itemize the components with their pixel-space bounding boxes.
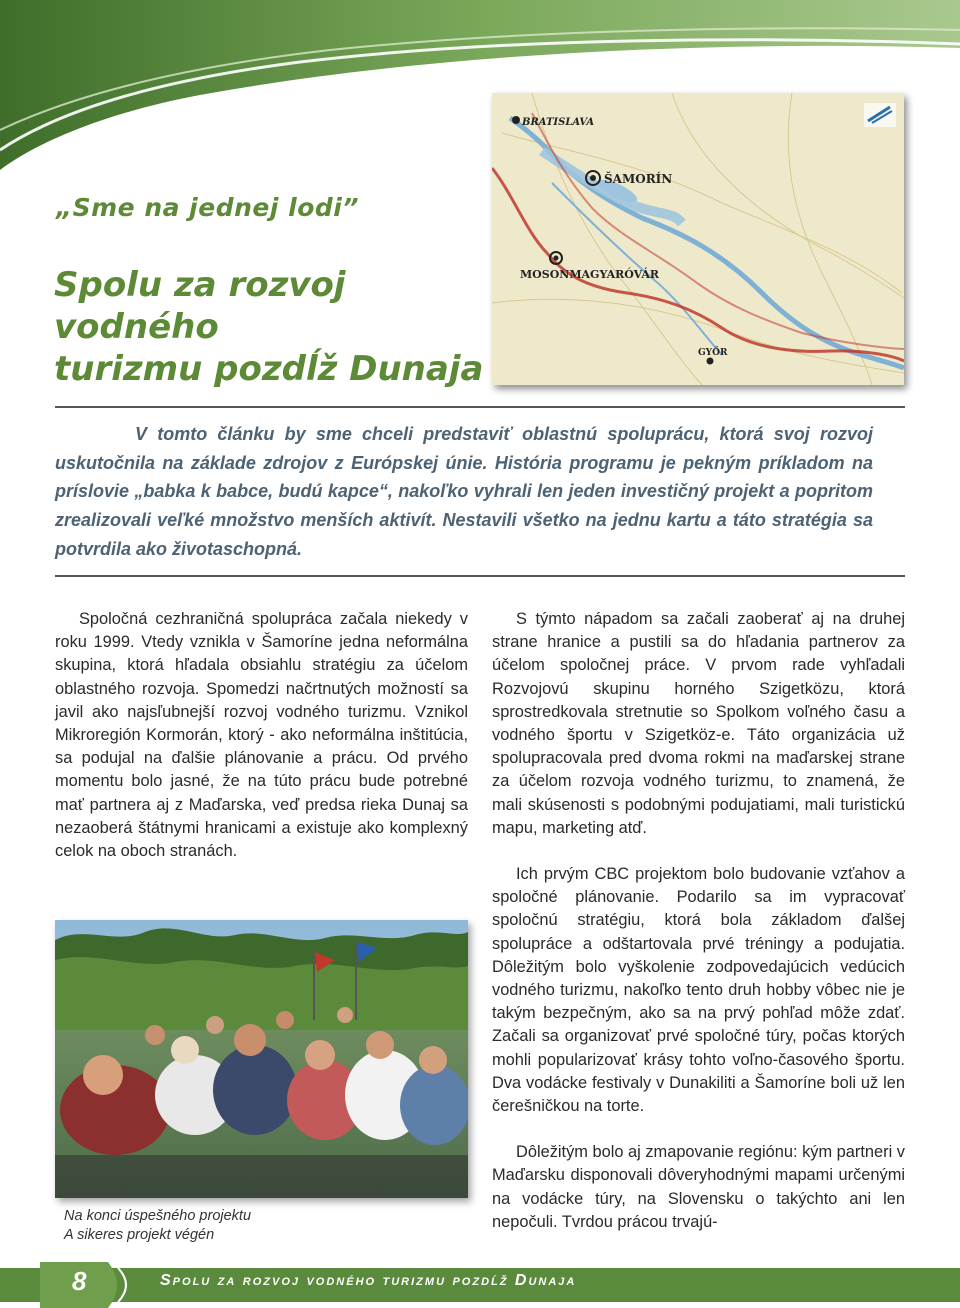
boat-trip-photo: [55, 920, 468, 1198]
right-column: [492, 608, 905, 1234]
photo-caption-line-2: A sikeres projekt végén: [64, 1227, 215, 1243]
right-paragraph-1: S týmto nápadom sa začali zaoberať aj na druhej strane hranice a pustili sa do hľadania partnerov za účelom spoločnej práce. V prvom rade vyhľadali Rozvojovú skupinu horného Szigetközu, ktorá sprostredkovala stretnutie so Spolkom voľného času a vodného športu v Szigetköz-e. Táto organizácia už spolupracovala pred dvoma rokmi na maďarskej strane za účelom rozvoja vodného turizmu, to znamená, že mali skúsenosti s podobnými podujatiami, mali turistickú mapu, marketing atď.: [492, 610, 905, 837]
photo-caption-line-1: Na konci úspešného projektu: [64, 1208, 252, 1224]
boat-trip-image: [55, 920, 468, 1198]
map-graphic: [492, 93, 904, 385]
running-footer-title: Spolu za rozvoj vodného turizmu pozdĺž Dunaja: [160, 1272, 577, 1289]
intro-top-rule: [55, 406, 905, 408]
photo-caption: [64, 1207, 251, 1245]
right-paragraph-3: Dôležitým bolo aj zmapovanie regiónu: kým partneri v Maďarsku disponovali dôveryhodnými mapami určenými na vodácke túry, na Slovensku o takýchto ani len nepočuli. Tvrdou prácou trvajú-: [492, 1143, 905, 1231]
map-label-gyor: GYŐR: [698, 348, 728, 358]
left-column: [55, 608, 468, 863]
page-number: 8: [72, 1266, 87, 1296]
left-paragraph: Spoločná cezhraničná spolupráca začala niekedy v roku 1999. Vtedy vznikla v Šamoríne jedna neformálna skupina, ktorá hľadala obsiahlu stratégiu za účelom oblastného rozvoja. Spomedzi načrtnutých možností sa javil ako najsľubnejší rozvoj vodného turizmu. Vznikol Mikroregión Kormorán, ktorý - ako neformálna inštitúcia, sa podujal na ďalšie plánovanie a prácu. Od prvého momentu bolo jasné, že na túto prácu bude potrebné mať partnera aj z Maďarska, veď predsa rieka Dunaj sa nezaoberá štátnymi hranicami a existuje ako komplexný celok na oboch stranách.: [55, 610, 468, 861]
intro-paragraph: V tomto článku by sme chceli predstaviť oblastnú spoluprácu, ktorá svoj rozvoj uskutočnila na základe zdrojov z Európskej únie. História programu je pekným príkladom na príslovie „babka k babce, budú kapce“, nakoľko vyhrali len jeden investičný projekt a popritom zrealizovali veľké množstvo menších aktivít. Nestavili všetko na jednu kartu a táto stratégia sa potvrdila ako životaschopná.: [55, 424, 873, 559]
title-line-2: turizmu pozdĺž Dunaja: [54, 349, 484, 389]
right-paragraph-2: Ich prvým CBC projektom bolo budovanie vzťahov a spoločné plánovanie. Podarilo sa im vypracovať spoločnú stratégiu, ktorá bola základom ďalšej spolupráce a odštartovala prvé tréningy a podujatia. Dôležitým bolo vyškolenie zodpovedajúcich vedúcich vodného turizmu, nakoľko tento druh hobby vôbec nie je takým bezpečným, ako sa na prvý pohľad môže zdať. Začali sa organizovať prvé spoločné túry, počas ktorých mohli popularizovať krásy tohto voľno-časového športu. Dva vodácke festivaly v Dunakiliti a Šamoríne boli už len čerešničkou na torte.: [492, 865, 905, 1116]
map-label-bratislava: BRATISLAVA: [522, 117, 595, 128]
article-subtitle: „Sme na jednej lodi”: [56, 193, 359, 222]
map-label-samorin: ŠAMORÍN: [604, 172, 673, 186]
map-logo-icon: [864, 103, 896, 127]
map-label-mosonmagyarovar: MOSONMAGYARÓVÁR: [520, 268, 660, 281]
article-title: [54, 264, 494, 390]
title-line-1: Spolu za rozvoj vodného: [54, 265, 346, 347]
region-map: [492, 93, 904, 385]
intro-bottom-rule: [55, 575, 905, 577]
